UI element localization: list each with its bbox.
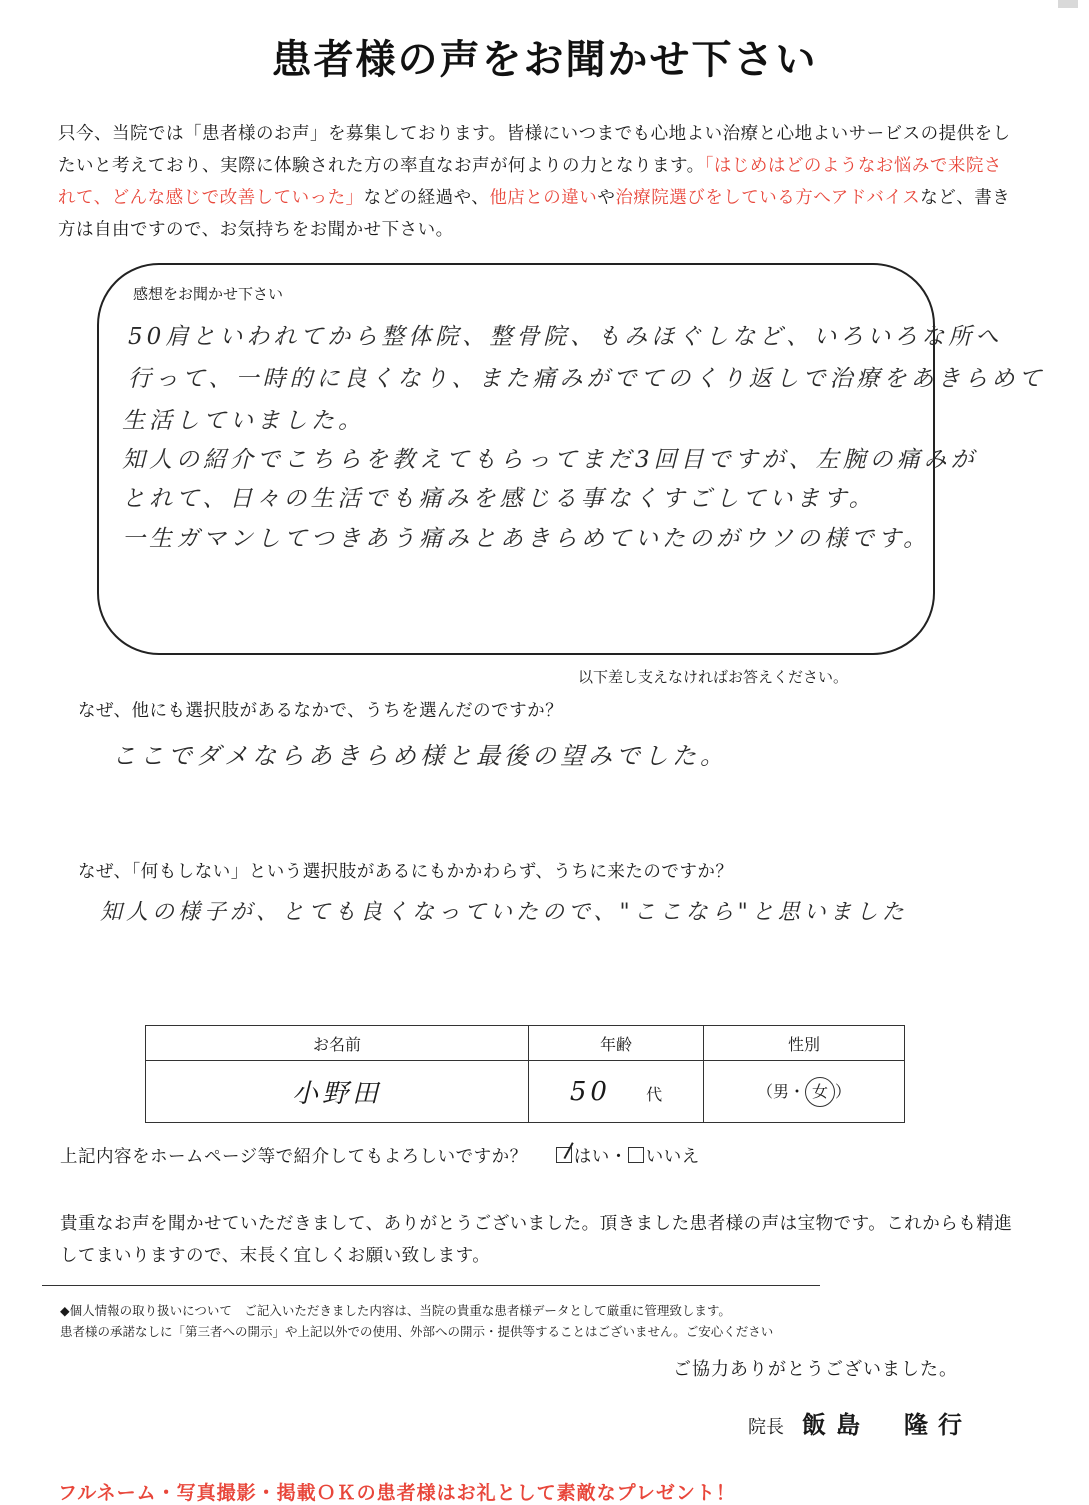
- yes-label[interactable]: はい: [573, 1147, 610, 1167]
- feedback-line: とれて、日々の生活でも痛みを感じる事なくすごしています。: [122, 486, 876, 512]
- patient-info-table: [145, 1025, 905, 1123]
- question-1: なぜ、他にも選択肢があるなかで、うちを選んだのですか？: [78, 701, 564, 721]
- no-checkbox[interactable]: [628, 1147, 644, 1163]
- permission-options: [556, 1147, 700, 1167]
- intro-highlight-3: 治療院選びをしている方へアドバイス: [615, 188, 921, 208]
- intro-highlight-1: 「はじめはどのようなお悩みで来院されて、どんな感じで改善していった」: [58, 156, 1002, 208]
- answer-1[interactable]: ここでダメならあきらめ様と最後の望みでした。: [112, 742, 728, 770]
- director-signature: [748, 1405, 972, 1440]
- feedback-label: 感想をお聞かせ下さい: [133, 285, 284, 303]
- intro-highlight-2: 他店との違い: [489, 188, 598, 208]
- yes-checkbox[interactable]: [556, 1147, 572, 1163]
- gender-close-paren: ）: [835, 1081, 852, 1101]
- gender-separator: ・: [789, 1081, 806, 1101]
- director-name: 飯島 隆行: [802, 1411, 972, 1439]
- feedback-line: 生活していました。: [122, 408, 365, 434]
- feedback-line: 50肩といわれてから整体院、整骨院、もみほぐしなど、いろいろな所へ: [128, 324, 1003, 350]
- privacy-notice: [60, 1300, 1060, 1342]
- gender-male[interactable]: 男: [772, 1081, 789, 1101]
- name-value: 小野田: [291, 1079, 382, 1109]
- feedback-line: 行って、一時的に良くなり、また痛みがでてのくり返しで治療をあきらめて: [128, 366, 1046, 392]
- info-header-row: [146, 1026, 905, 1061]
- permission-text: 上記内容をホームページ等で紹介してもよろしいですか？: [60, 1147, 528, 1167]
- intro-paragraph: [58, 118, 1018, 246]
- question-2: なぜ、「何もしない」という選択肢があるにもかかわらず、うちに来たのですか？: [78, 862, 734, 882]
- age-header: 年齢: [529, 1026, 704, 1061]
- gender-cell[interactable]: [704, 1061, 905, 1123]
- age-value: 50: [569, 1076, 611, 1107]
- privacy-line-1: ◆個人情報の取り扱いについて ご記入いただきました内容は、当院の貴重な患者様データとして厳重に管理致します。: [60, 1303, 731, 1318]
- privacy-line-2: 患者様の承諾なしに「第三者への開示」や上記以外での使用、外部への開示・提供等することはございません。ご安心ください: [60, 1324, 774, 1339]
- name-cell[interactable]: [146, 1061, 529, 1123]
- gender-header: 性別: [704, 1026, 905, 1061]
- info-value-row: [146, 1061, 905, 1123]
- closing-message: ご協力ありがとうございました。: [673, 1359, 958, 1380]
- name-header: お名前: [146, 1026, 529, 1061]
- footer-banner: フルネーム・写真撮影・掲載ＯＫの患者様はお礼として素敵なプレゼント！: [58, 1482, 736, 1504]
- feedback-line: 一生ガマンしてつきあう痛みとあきらめていたのがウソの様です。: [122, 526, 931, 552]
- gender-open-paren: （: [756, 1081, 773, 1101]
- page-title: 患者様の声をお聞かせ下さい: [271, 37, 818, 83]
- gender-female-circled[interactable]: 女: [805, 1077, 835, 1107]
- feedback-line: 知人の紹介でこちらを教えてもらってまだ3回目ですが、左腕の痛みが: [122, 447, 978, 473]
- permission-question: [60, 1143, 700, 1168]
- thanks-message: 貴重なお声を聞かせていただきまして、ありがとうございました。頂きました患者様の声は宝物です。これからも精進してまいりますので、末長く宜しくお願い致します。: [60, 1214, 1013, 1266]
- divider: [42, 1285, 820, 1286]
- answer-2[interactable]: 知人の様子が、とても良くなっていたので、"ここなら"と思いました: [100, 900, 908, 925]
- director-title: 院長: [748, 1417, 784, 1438]
- no-label[interactable]: いいえ: [645, 1147, 700, 1167]
- intro-text-3: や: [597, 188, 616, 208]
- intro-text-2: などの経過や、: [363, 188, 490, 208]
- age-cell[interactable]: [529, 1061, 704, 1123]
- option-separator: ・: [609, 1147, 628, 1167]
- optional-note: 以下差し支えなければお答えください。: [578, 668, 849, 686]
- intro-text-1: 只今、当院では「患者様のお声」を募集しております。皆様にいつまでも心地よい治療と心地よいサービスの提供をしたいと考えており、実際に体験された方の率直なお声が何よりの力となります。: [58, 124, 1011, 176]
- age-suffix: 代: [646, 1084, 663, 1104]
- intro-text-4: など、書き方は自由ですので、お気持ちをお聞かせ下さい。: [58, 188, 1011, 240]
- scan-mark: [1058, 0, 1078, 8]
